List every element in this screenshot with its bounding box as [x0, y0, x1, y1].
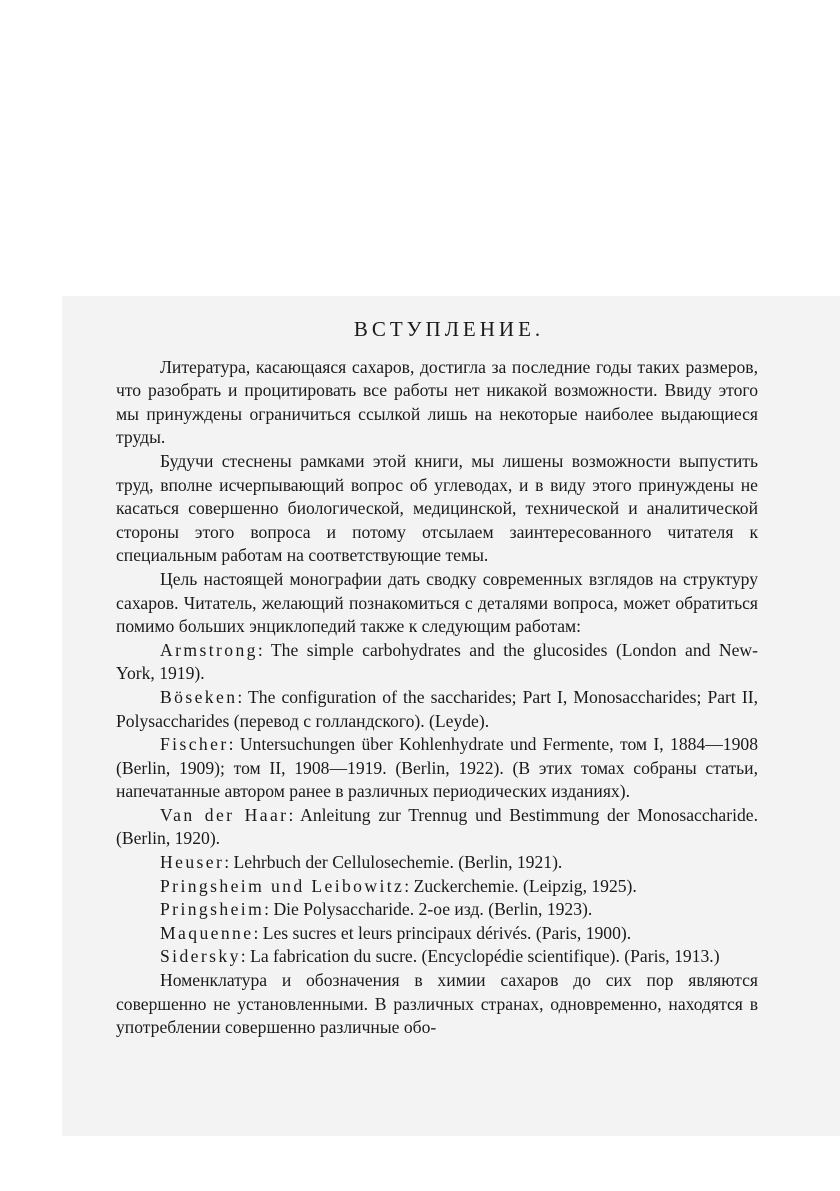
- reference-author: Pringsheim und Leibowitz: [160, 875, 405, 896]
- paragraph-scope: Будучи стеснены рамками этой книги, мы лишены возможности выпустить труд, вполне исчерпывающий вопрос об углеводах, и в виду этого принуждены не касаться совершенно биологической, медицинской, технической и аналитической стороны этого вопроса и потому отсылаем заинтересованного читателя к специальным работам на соответствующие темы.: [116, 450, 758, 566]
- paragraph-goal: Цель настоящей монографии дать сводку современных взглядов на структуру сахаров. Читатель, желающий познакомиться с деталями вопроса, может обратиться помимо больших энциклопедий также к следующим работам:: [116, 568, 758, 637]
- paragraph-literature: Литература, касающаяся сахаров, достигла за последние годы таких размеров, что разобрать и процитировать все работы нет никакой возможности. Ввиду этого мы принуждены ограничиться ссылкой лишь на некоторые наиболее выдающиеся труды.: [116, 356, 758, 448]
- reference-text: : The simple carbohydrates and the glucosides (London and New-York, 1919).: [116, 639, 758, 684]
- reference-author: Fischer: [160, 734, 229, 755]
- reference-text: : Anleitung zur Trennug und Bestimmung der Monosaccharide. (Berlin, 1920).: [116, 804, 758, 849]
- reference-item: [116, 922, 758, 946]
- reference-item: [116, 898, 758, 922]
- reference-text: : La fabrication du sucre. (Encyclopédie scientifique). (Paris, 1913.): [240, 946, 720, 967]
- text-column: [116, 318, 758, 1040]
- reference-text: : Zuckerchemie. (Leipzig, 1925).: [404, 875, 637, 896]
- reference-item: [116, 804, 758, 851]
- reference-item: [116, 733, 758, 804]
- reference-text: : Les sucres et leurs principaux dérivés. (Paris, 1900).: [253, 922, 632, 943]
- reference-item: [116, 851, 758, 875]
- reference-text: : Lehrbuch der Cellulosechemie. (Berlin, 1921).: [224, 852, 563, 873]
- reference-text: : Untersuchungen über Kohlenhydrate und Fermente, том I, 1884—1908 (Berlin, 1909); том II, 1908—1919. (Berlin, 1922). (В этих томах собраны статьи, напечатанные автором ранее в различных периодических изданиях).: [116, 734, 758, 802]
- reference-author: Maquenne: [160, 922, 254, 943]
- reference-author: Armstrong: [160, 639, 258, 660]
- paragraph-nomenclature: Номенклатура и обозначения в химии сахаров до сих пор являются совершенно не установленными. В различных странах, одновременно, находятся в употреблении совершенно различные обо-: [116, 970, 758, 1038]
- reference-text: : Die Polysaccharide. 2-ое изд. (Berlin, 1923).: [264, 899, 593, 920]
- reference-author: Pringsheim: [160, 899, 265, 920]
- reference-item: [116, 639, 758, 686]
- chapter-title: ВСТУПЛЕНИЕ .: [116, 318, 758, 342]
- reference-item: [116, 686, 758, 733]
- reference-text: : The configuration of the saccharides; Part I, Monosaccharides; Part II, Polysaccharides (перевод с голландского). (Leyde).: [116, 686, 758, 731]
- reference-item: [116, 875, 758, 899]
- reference-item: [116, 945, 758, 969]
- reference-author: Heuser: [160, 852, 225, 873]
- reference-author: Sidersky: [160, 946, 241, 967]
- reference-author: Van der Haar: [160, 804, 289, 825]
- reference-author: Böseken: [160, 686, 238, 707]
